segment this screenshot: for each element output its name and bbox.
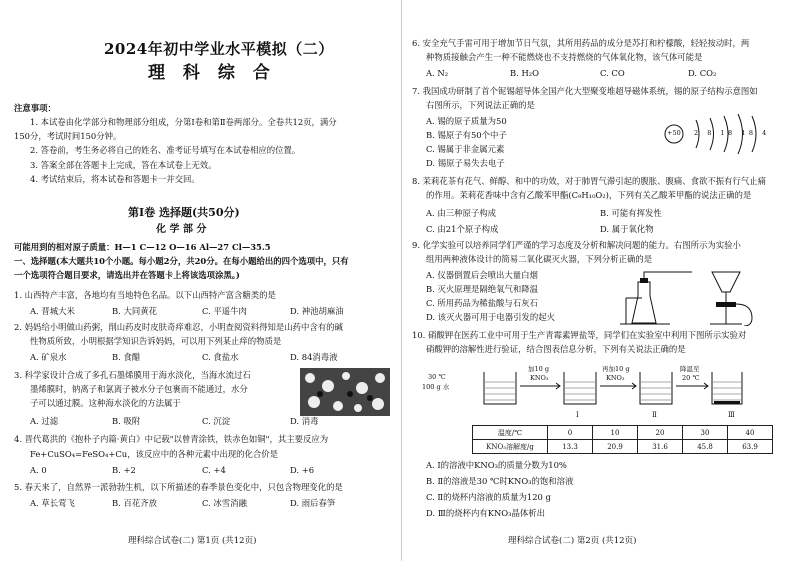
q3-stem: 3. 科学家设计合成了多孔石墨烯膜用于海水淡化，当海水流过石 (14, 370, 251, 380)
q2-option-a[interactable]: A. 矿泉水 (30, 352, 67, 362)
q3-option-d[interactable]: D. 消毒 (290, 416, 319, 426)
q2-option-b[interactable]: B. 食醋 (112, 352, 141, 362)
page-footer: 理科综合试卷(二) 第1页 (共12页) (128, 536, 257, 546)
q9-option-c[interactable]: C. 所用药品为稀盐酸与石灰石 (426, 298, 538, 308)
q7-stem: 7. 我国成功研制了首个铌锡超导体全国产化大型聚变堆超导磁体系统，锡的原子结构示意图如 (412, 86, 758, 96)
notes-heading: 注意事项： (14, 103, 56, 113)
table-cell: 45.8 (683, 440, 728, 454)
page-footer: 理科综合试卷(二) 第2页 (共12页) (508, 536, 637, 546)
q6-stem: 6. 安全充气手雷可用于增加节日气氛，其所用药品的成分是苏打和柠檬酸，轻轻按动时，两 (412, 38, 750, 48)
table-cell: 30 (683, 426, 728, 440)
q5-option-a[interactable]: A. 草长莺飞 (30, 498, 75, 508)
q9-stem: 9. 化学实验可以培养同学们严谨的学习态度及分析和解决问题的能力。右图所示为实验小 (412, 240, 741, 250)
q10-option-b[interactable]: B. Ⅱ的溶液是30 ℃时KNO₃的饱和溶液 (426, 476, 574, 486)
beaker-label-1: Ⅰ (576, 411, 579, 419)
table-cell: 0 (548, 426, 593, 440)
q8-stem: 的作用。茉莉花香味中含有乙酸苯甲酯(C₉H₁₀O₂)，下列有关乙酸苯甲酯的说法正确的是 (426, 190, 752, 200)
q7-option-d[interactable]: D. 锡原子易失去电子 (426, 158, 505, 168)
q5-stem: 5. 春天来了，自然界一派勃勃生机，以下所描述的春季景色变化中，只包含物理变化的是 (14, 482, 343, 492)
q8-option-c[interactable]: C. 由21个原子构成 (426, 224, 499, 234)
diagram-cool-temp: 20 ℃ (682, 374, 700, 382)
q8-option-b[interactable]: B. 可能有挥发性 (600, 208, 662, 218)
q9-option-b[interactable]: B. 灭火原理是隔绝氧气和降温 (426, 284, 538, 294)
note-line: 150分，考试时间150分钟。 (14, 131, 122, 141)
q1-option-c[interactable]: C. 平遥牛肉 (202, 306, 247, 316)
q2-stem: 2. 妈妈给小明做山药粥，削山药皮时皮肤奇痒难忍，小明查阅资料得知是山药中含有的碱 (14, 322, 343, 332)
q1-stem: 1. 山西特产丰富，各地均有当地特色名品。以下山西特产富含糖类的是 (14, 290, 276, 300)
q3-option-b[interactable]: B. 吸附 (112, 416, 141, 426)
note-line: 1. 本试卷由化学部分和物理部分组成，分第Ⅰ卷和第Ⅱ卷两部分。全卷共12页，满分 (30, 117, 337, 127)
table-cell: 20 (638, 426, 683, 440)
q4-option-c[interactable]: C. +4 (202, 465, 226, 475)
q7-stem: 右图所示，下列说法正确的是 (426, 100, 535, 110)
q4-stem: Fe+CuSO₄=FeSO₄+Cu，该反应中的各种元素中出现的化合价是 (30, 449, 278, 459)
diagram-add-1-solute: KNO₃ (530, 374, 549, 382)
beaker-label-3: Ⅲ (728, 411, 735, 419)
q2-option-c[interactable]: C. 食盐水 (202, 352, 239, 362)
q10-stem: 硝酸钾的溶解性进行验证，结合图表信息分析，下列有关说法正确的是 (426, 344, 686, 354)
q3-option-c[interactable]: C. 沉淀 (202, 416, 231, 426)
graphene-membrane-figure (300, 368, 390, 416)
q1-option-b[interactable]: B. 大同黄花 (112, 306, 157, 316)
q2-option-d[interactable]: D. 84消毒液 (290, 352, 338, 362)
instructions-line: 一、选择题(本大题共10个小题。每小题2分，共20分。在每小题给出的四个选项中，只有 (14, 256, 349, 266)
q1-option-a[interactable]: A. 晋城大米 (30, 306, 75, 316)
q6-option-b[interactable]: B. H₂O (510, 68, 540, 78)
beaker-label-2: Ⅱ (652, 411, 657, 419)
table-header-cell: KNO₃溶解度/g (473, 440, 548, 454)
exam-subtitle: 理 科 综 合 (148, 63, 276, 83)
q7-option-c[interactable]: C. 锡属于非金属元素 (426, 144, 505, 154)
q3-option-a[interactable]: A. 过滤 (30, 416, 59, 426)
table-row (473, 426, 773, 440)
q9-option-d[interactable]: D. 该灭火器可用于电器引发的起火 (426, 312, 555, 322)
q5-option-c[interactable]: C. 冰雪消融 (202, 498, 247, 508)
q4-stem: 4. 晋代葛洪的《抱朴子内篇·黄白》中记载"以曾青涂铁，铁赤色如铜"，其主要反应为 (14, 434, 329, 444)
atomic-masses: 可能用到的相对原子质量：H—1 C—12 O—16 Al—27 Cl—35.5 (14, 242, 271, 252)
right-page (404, 0, 794, 561)
q6-option-d[interactable]: D. CO₂ (688, 68, 717, 78)
q7-option-b[interactable]: B. 锡原子有50个中子 (426, 130, 507, 140)
q7-option-a[interactable]: A. 锡的原子质量为50 (426, 116, 507, 126)
q6-stem: 种物质接触会产生一种不能燃烧也不支持燃烧的气体氧化物，该气体可能是 (426, 52, 703, 62)
tin-nucleus-label: +50 (667, 129, 681, 137)
note-line: 4. 考试结束后，将本试卷和答题卡一并交回。 (30, 174, 200, 184)
q6-option-a[interactable]: A. N₂ (426, 68, 449, 78)
table-cell: 10 (593, 426, 638, 440)
diagram-start-temp: 30 ℃ (428, 373, 446, 381)
q4-option-b[interactable]: B. +2 (112, 465, 136, 475)
q10-option-d[interactable]: D. Ⅲ的烧杯内有KNO₃晶体析出 (426, 508, 545, 518)
diagram-add-2: 再加10 g (602, 365, 630, 373)
fire-extinguisher-apparatus-figure (612, 268, 762, 326)
table-cell: 13.3 (548, 440, 593, 454)
table-cell: 63.9 (728, 440, 773, 454)
q3-stem: 墨烯膜时，钠离子和氯离子被水分子包裹而不能通过，水分 (30, 384, 248, 394)
table-cell: 40 (728, 426, 773, 440)
q10-option-a[interactable]: A. Ⅰ的溶液中KNO₃的质量分数为10% (426, 460, 567, 470)
q10-option-c[interactable]: C. Ⅱ的烧杯内溶液的质量为120 g (426, 492, 551, 502)
diagram-add-1: 加10 g (528, 365, 549, 373)
table-cell: 20.9 (593, 440, 638, 454)
q8-option-a[interactable]: A. 由三种原子构成 (426, 208, 496, 218)
diagram-water-amount: 100 g 水 (422, 383, 450, 391)
q1-option-d[interactable]: D. 神池胡麻油 (290, 306, 344, 316)
q4-option-a[interactable]: A. 0 (30, 465, 47, 475)
section-title: 第Ⅰ卷 选择题(共50分) (128, 206, 240, 219)
q5-option-b[interactable]: B. 百花齐放 (112, 498, 157, 508)
table-row (473, 440, 773, 454)
table-cell: 31.6 (638, 440, 683, 454)
q5-option-d[interactable]: D. 雨后春笋 (290, 498, 336, 508)
exam-title: 2024年初中学业水平模拟（二） (104, 40, 334, 58)
q3-stem: 子可以通过膜。这种海水淡化的方法属于 (30, 398, 181, 408)
tin-shell-electrons: 2 8 18 18 4 (694, 129, 770, 137)
section-subtitle: 化 学 部 分 (156, 224, 207, 235)
q8-option-d[interactable]: D. 属于氧化物 (600, 224, 654, 234)
q6-option-c[interactable]: C. CO (600, 68, 625, 78)
table-header-cell: 温度/℃ (473, 426, 548, 440)
page-divider (401, 0, 402, 561)
q4-option-d[interactable]: D. +6 (290, 465, 315, 475)
kno3-solubility-table (472, 425, 773, 454)
q10-stem: 10. 硝酸钾在医药工业中可用于生产青霉素钾盐等，同学们在实验室中利用下图所示实验对 (412, 330, 747, 340)
diagram-add-2-solute: KNO₃ (606, 374, 625, 382)
q9-stem: 组用两种液体设计的简易二氧化碳灭火器，下列分析正确的是 (426, 254, 653, 264)
note-line: 2. 答卷前，考生务必将自己的姓名、准考证号填写在本试卷相应的位置。 (30, 145, 301, 155)
q8-stem: 8. 茉莉花茶有花气、鲜醇、和中的功效，对于肺胃气滞引起的腹胀、腹痛、食欲不振有行气止痛 (412, 176, 767, 186)
q2-stem: 性物质所致，小明根据学知识告诉妈妈，可以用下列某止痒的物质是 (30, 336, 282, 346)
diagram-cool: 降温至 (680, 365, 700, 373)
q9-option-a[interactable]: A. 仪器倒置后会喷出大量白烟 (426, 270, 538, 280)
note-line: 3. 答案全部在答题卡上完成，答在本试卷上无效。 (30, 160, 217, 170)
instructions-line: 一个选项符合题目要求，请选出并在答题卡上将该选项涂黑。) (14, 270, 240, 280)
